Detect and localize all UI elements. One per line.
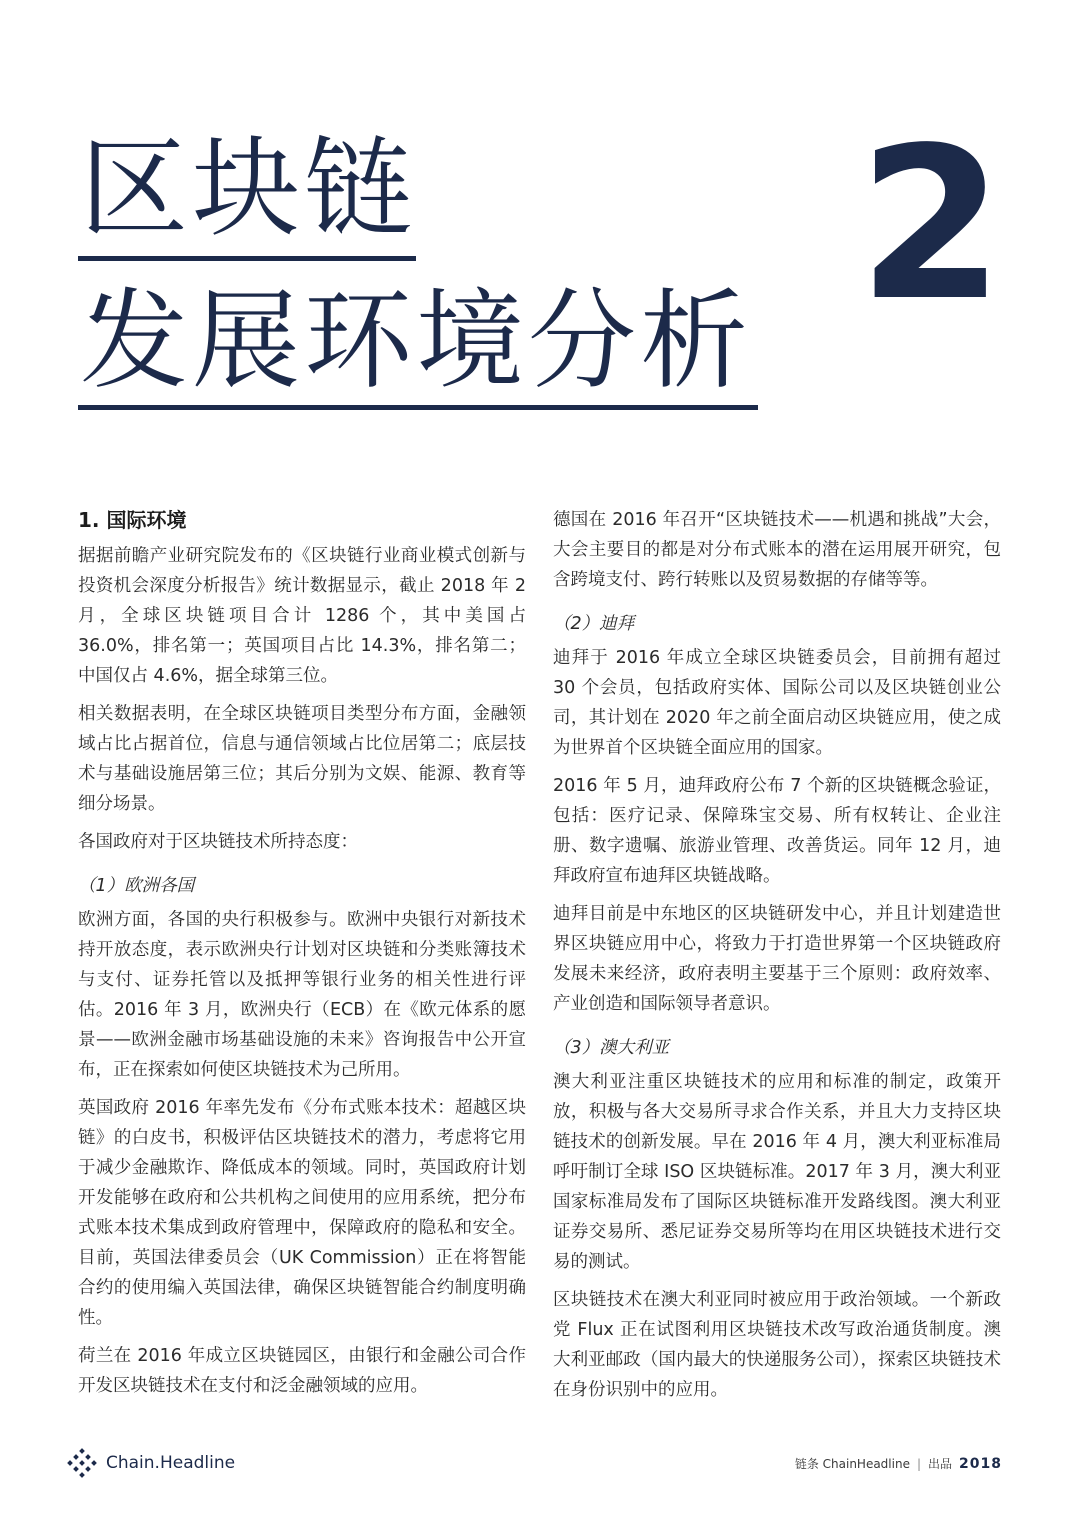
footer-logo-text: Chain.Headline: [106, 1453, 236, 1473]
paragraph: 德国在 2016 年召开“区块链技术——机遇和挑战”大会，大会主要目的都是对分布式账本的潜在运用展开研究，包含跨境支付、跨行转账以及贸易数据的存储等等。: [553, 510, 1001, 590]
left-column: [78, 505, 526, 1409]
title-line-1: 区块链: [80, 127, 417, 252]
footer-year: 2018: [959, 1455, 1002, 1472]
footer-logo: [66, 1448, 235, 1478]
paragraph: 区块链技术在澳大利亚同时被应用于政治领域。一个新政党 Flux 正在试图利用区块链技术改写政治通货制度。澳大利亚邮政（国内最大的快递服务公司），探索区块链技术在身份识别中的应用。: [553, 1290, 1001, 1400]
section-heading: 1. 国际环境: [78, 508, 187, 532]
paragraph: 各国政府对于区块链技术所持态度：: [78, 832, 358, 852]
title-underline-1: [78, 256, 416, 261]
paragraph: 迪拜目前是中东地区的区块链研发中心，并且计划建造世界区块链应用中心，将致力于打造世界第一个区块链政府发展未来经济，政府表明主要基于三个原则：政府效率、产业创造和国际领导者意识。: [553, 904, 1001, 1014]
paragraph: 澳大利亚注重区块链技术的应用和标准的制定，政策开放，积极与各大交易所寻求合作关系，并且大力支持区块链技术的创新发展。早在 2016 年 4 月，澳大利亚标准局呼吁制订全球 ISO 区块链标准。2017 年 3 月，澳大利亚国家标准局发布了国际区块链标准开发路线图。澳大利亚证券交易所、悉尼证券交易所等均在用区块链技术进行交易的测试。: [553, 1072, 1001, 1272]
footer-publisher: 链条 ChainHeadline: [794, 1457, 910, 1471]
footer-produced: 出品: [928, 1457, 953, 1471]
chain-headline-logo-icon: [66, 1448, 98, 1478]
title-underline-2: [78, 405, 758, 410]
title-line-2: 发展环境分析: [80, 279, 753, 404]
paragraph: 2016 年 5 月，迪拜政府公布 7 个新的区块链概念验证，包括：医疗记录、保障珠宝交易、所有权转让、企业注册、数字遗嘱、旅游业管理、改善货运。同年 12 月，迪拜政府宣布迪拜区块链战略。: [553, 776, 1001, 886]
subsection-heading: （2）迪拜: [553, 614, 635, 634]
paragraph: 英国政府 2016 年率先发布《分布式账本技术：超越区块链》的白皮书，积极评估区块链技术的潜力，考虑将它用于减少金融欺诈、降低成本的领域。同时，英国政府计划开发能够在政府和公共机构之间使用的应用系统，把分布式账本技术集成到政府管理中，保障政府的隐私和安全。目前，英国法律委员会（UK Commission）正在将智能合约的使用编入英国法律，确保区块链智能合约制度明确性。: [78, 1098, 526, 1328]
subsection-heading: （1）欧洲各国: [78, 876, 195, 896]
paragraph: 据据前瞻产业研究院发布的《区块链行业商业模式创新与投资机会深度分析报告》统计数据显示，截止 2018 年 2 月，全球区块链项目合计 1286 个，其中美国占 36.0%，排名第一；英国项目占比 14.3%，排名第二；中国仅占 4.6%，据全球第三位。: [78, 546, 526, 686]
chapter-number: 2: [858, 102, 1005, 347]
paragraph: 荷兰在 2016 年成立区块链园区，由银行和金融公司合作开发区块链技术在支付和泛金融领域的应用。: [78, 1346, 526, 1396]
footer-credit: [795, 1455, 1002, 1472]
subsection-heading: （3）澳大利亚: [553, 1038, 670, 1058]
right-column: [553, 505, 1001, 1413]
footer-separator: |: [916, 1456, 922, 1471]
paragraph: 欧洲方面，各国的央行积极参与。欧洲中央银行对新技术持开放态度，表示欧洲央行计划对区块链和分类账簿技术与支付、证券托管以及抵押等银行业务的相关性进行评估。2016 年 3 月，欧洲央行（ECB）在《欧元体系的愿景——欧洲金融市场基础设施的未来》咨询报告中公开宣布，正在探索如何使区块链技术为己所用。: [78, 910, 526, 1080]
paragraph: 相关数据表明，在全球区块链项目类型分布方面，金融领域占比占据首位，信息与通信领域占比位居第二；底层技术与基础设施居第三位；其后分别为文娱、能源、教育等细分场景。: [78, 704, 526, 814]
paragraph: 迪拜于 2016 年成立全球区块链委员会，目前拥有超过 30 个会员，包括政府实体、国际公司以及区块链创业公司，其计划在 2020 年之前全面启动区块链应用，使之成为世界首个区块链全面应用的国家。: [553, 648, 1001, 758]
